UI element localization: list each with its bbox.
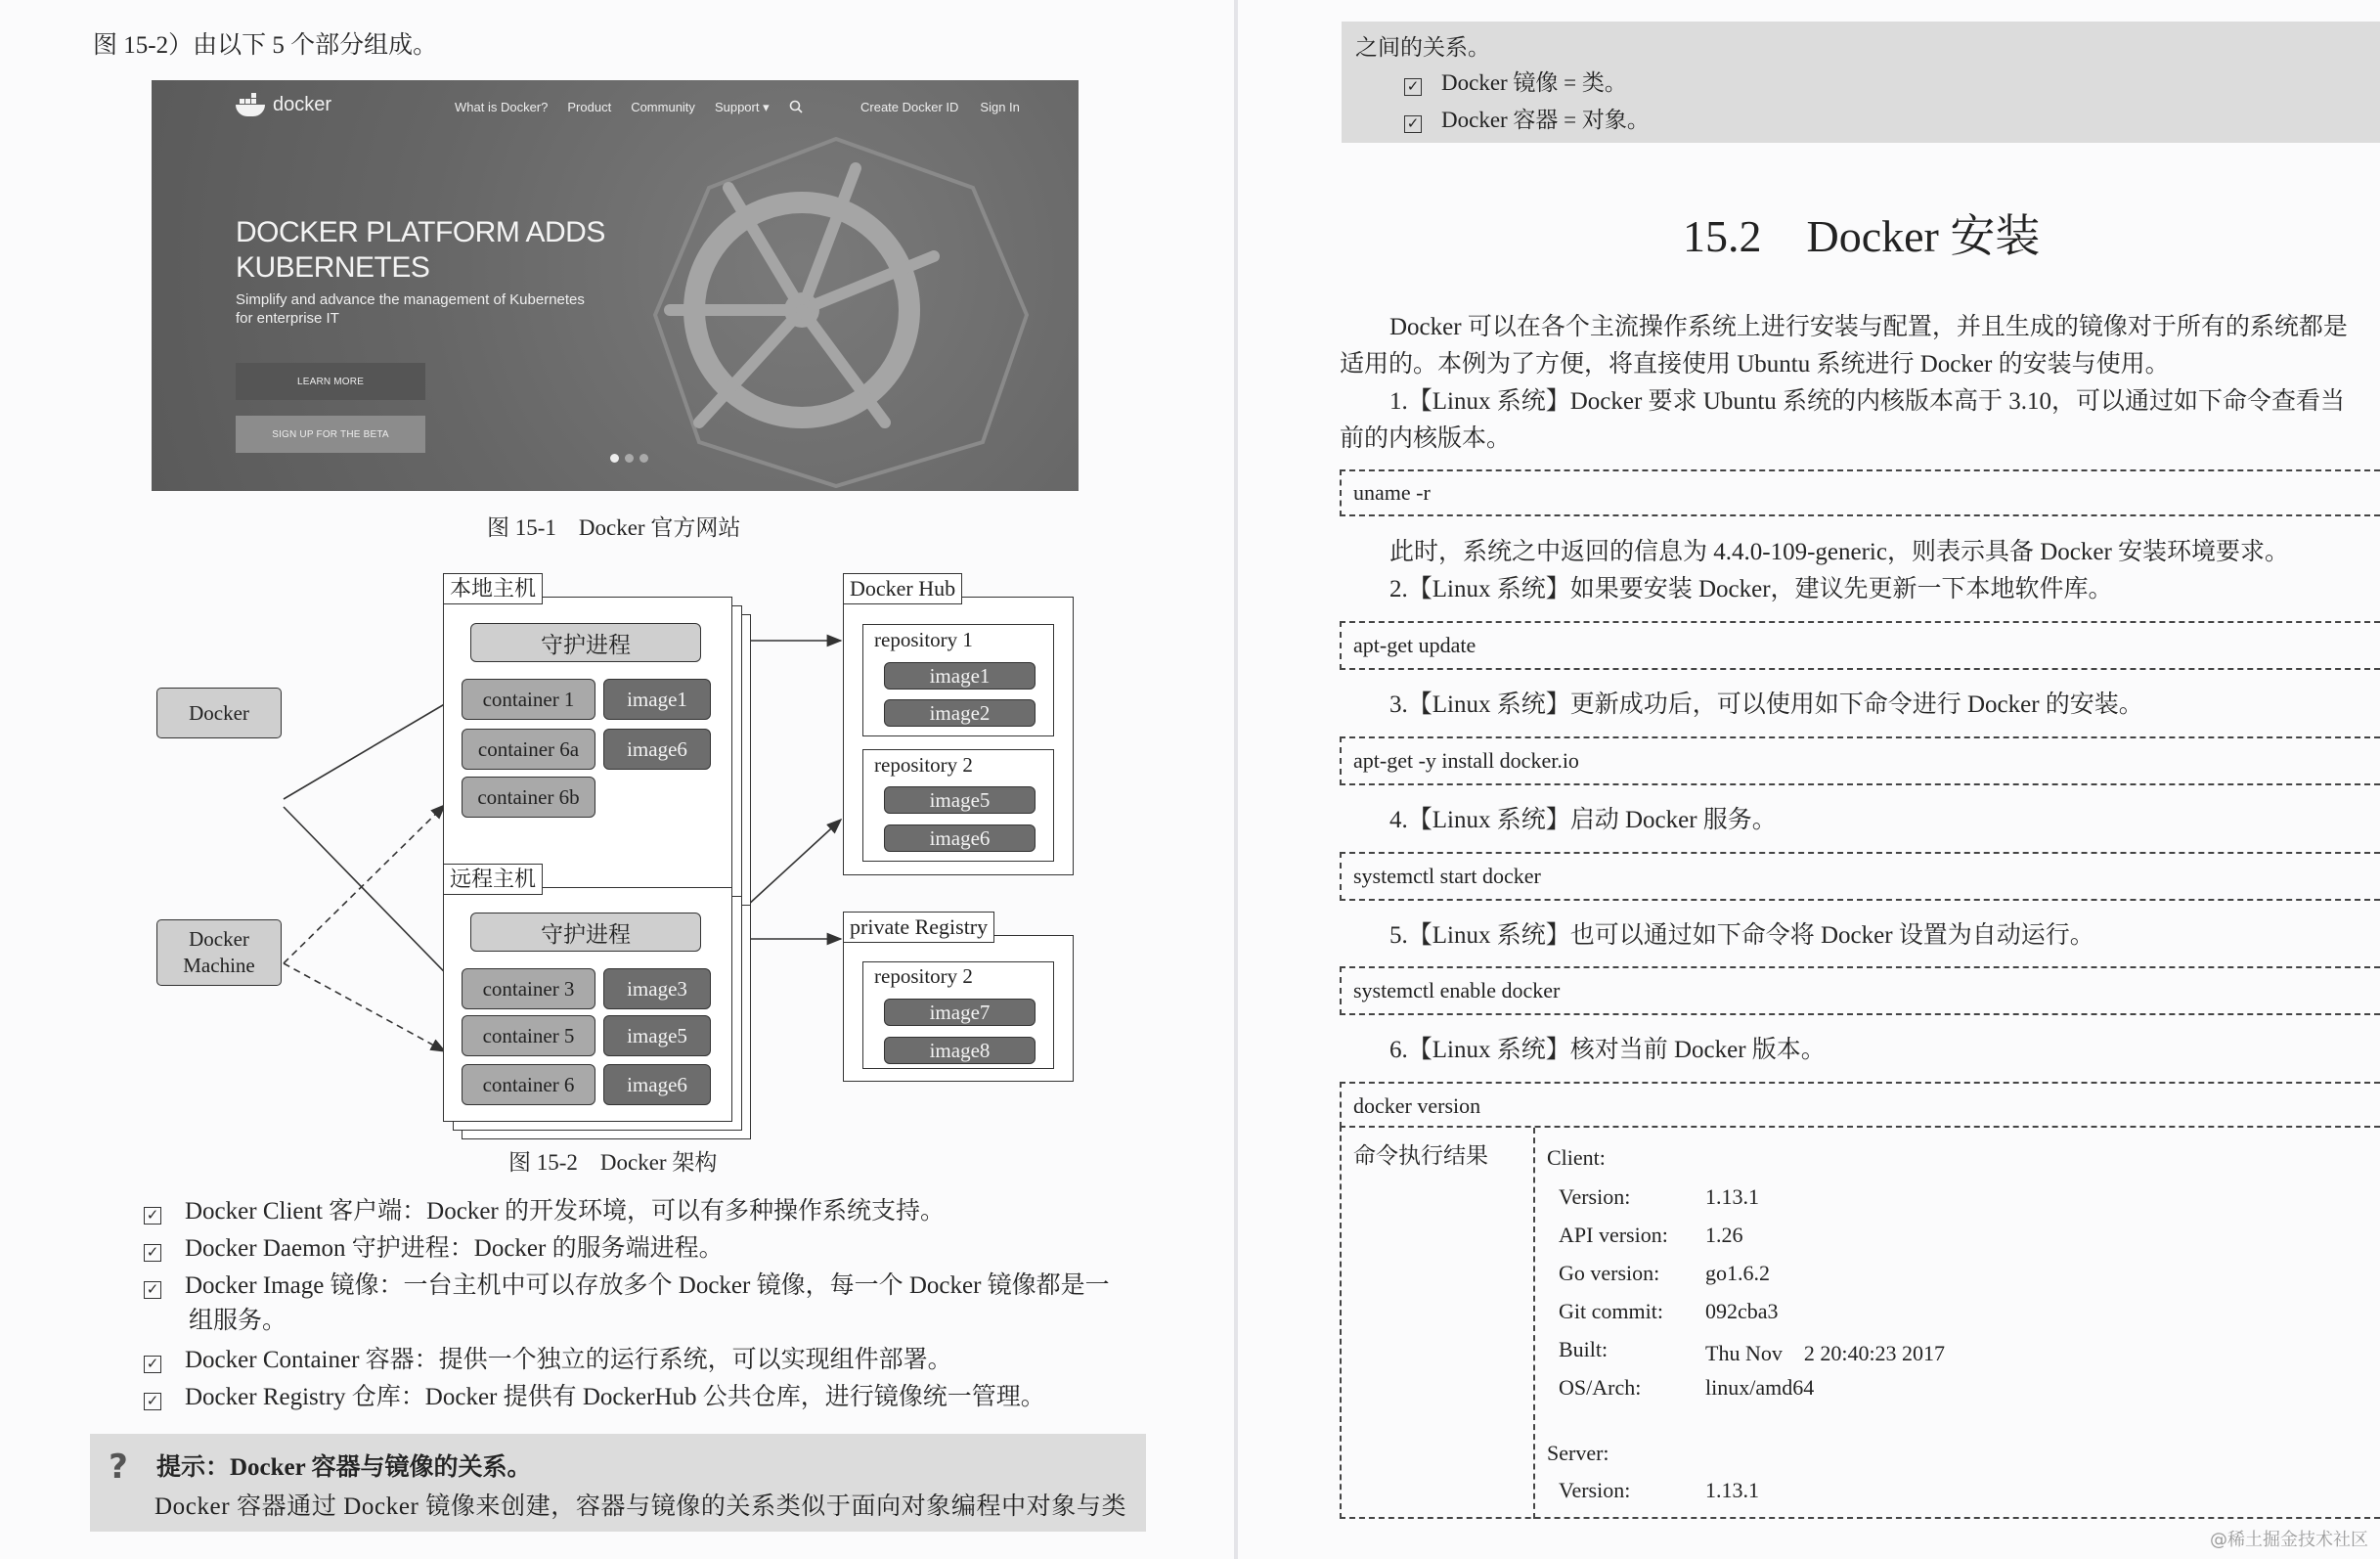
local-daemon: 守护进程 [470, 623, 701, 662]
local-container-1: container 1 [462, 679, 595, 720]
intro-line: 图 15-2）由以下 5 个部分组成。 [93, 32, 438, 59]
client-header: Client: [1547, 1145, 1606, 1170]
learn-more-button[interactable]: LEARN MORE [236, 363, 425, 400]
client-key: Git commit: [1559, 1299, 1663, 1323]
step-5-line: 5.【Linux 系统】也可以通过如下命令将 Docker 设置为自动运行。 [1389, 922, 2094, 949]
checklist-text: Docker Client 客户端：Docker 的开发环境，可以有多种操作系统支持。 [185, 1198, 946, 1225]
registry-repo-2-label: repository 2 [874, 964, 973, 988]
nav-sign-in[interactable]: Sign In [980, 100, 1020, 114]
command-text: systemctl enable docker [1353, 978, 1561, 1002]
hub-image-2: image2 [884, 699, 1036, 727]
sign-up-beta-button[interactable]: SIGN UP FOR THE BETA [236, 416, 425, 453]
command-box-uname [1340, 469, 2380, 516]
command-box-start [1340, 852, 2380, 901]
section-heading: 15.2 Docker 安装 [1683, 211, 2041, 261]
tip-title: 提示：Docker 容器与镜像的关系。 [156, 1454, 532, 1481]
nav-what-is-docker[interactable]: What is Docker? [455, 100, 549, 114]
remote-container-6: container 6 [462, 1064, 595, 1105]
checklist-text: Docker Daemon 守护进程：Docker 的服务端进程。 [185, 1235, 724, 1262]
registry-image-7: image7 [884, 999, 1036, 1026]
tip-item [1404, 65, 1627, 97]
checklist-item [144, 1195, 945, 1228]
local-container-6a: container 6a [462, 729, 595, 770]
checklist-text: Docker Container 容器：提供一个独立的运行系统，可以实现组件部署。 [185, 1347, 952, 1373]
paragraph-line: 适用的。本例为了方便，将直接使用 Ubuntu 系统进行 Docker 的安装与使用。 [1340, 351, 2170, 378]
remote-image-3: image3 [603, 968, 711, 1009]
tip-continued-text: 之间的关系。 [1355, 35, 1490, 60]
client-value: 092cba3 [1705, 1299, 1779, 1323]
tip-box-continued [1342, 22, 2380, 143]
command-text: systemctl start docker [1353, 864, 1541, 888]
client-key: Version: [1559, 1184, 1631, 1209]
tip-body: Docker 容器通过 Docker 镜像来创建，容器与镜像的关系类似于面向对象编程中对象与类 [154, 1493, 1127, 1520]
server-value: 1.13.1 [1705, 1478, 1759, 1502]
command-result-box [1340, 1126, 2380, 1519]
result-label: 命令执行结果 [1353, 1143, 1488, 1168]
checkbox-icon: ✓ [1404, 115, 1422, 133]
client-value: Thu Nov 2 20:40:23 2017 [1705, 1341, 1946, 1365]
checkbox-icon: ✓ [144, 1207, 161, 1225]
remote-host-title: 远程主机 [443, 864, 543, 895]
docker-machine-node: Docker Machine [156, 919, 282, 986]
figure-15-1-caption: 图 15-1 Docker 官方网站 [487, 515, 741, 540]
nav-product[interactable]: Product [567, 100, 612, 114]
client-value: 1.26 [1705, 1223, 1743, 1247]
client-key: Go version: [1559, 1261, 1660, 1285]
checklist-item [144, 1344, 952, 1377]
remote-daemon: 守护进程 [470, 913, 701, 952]
checklist-item [144, 1232, 724, 1266]
registry-image-8: image8 [884, 1037, 1036, 1064]
tip-item-text: Docker 镜像 = 类。 [1441, 70, 1627, 95]
remote-image-5: image5 [603, 1015, 711, 1056]
remote-image-6: image6 [603, 1064, 711, 1105]
headline-line-1: DOCKER PLATFORM ADDS [236, 216, 605, 248]
hub-image-1: image1 [884, 662, 1036, 690]
server-header: Server: [1547, 1441, 1609, 1465]
local-image-6: image6 [603, 729, 711, 770]
hub-repo-1-label: repository 1 [874, 628, 973, 651]
client-value: go1.6.2 [1705, 1261, 1770, 1285]
remote-container-3: container 3 [462, 968, 595, 1009]
result-divider [1533, 1128, 1535, 1519]
checklist-item-continuation: 组服务。 [189, 1308, 287, 1334]
checklist-text: Docker Registry 仓库：Docker 提供有 DockerHub 公共仓库，进行镜像统一管理。 [185, 1384, 1045, 1410]
local-host-title: 本地主机 [443, 573, 543, 604]
docker-client-node: Docker [156, 688, 282, 738]
figure-15-2-caption: 图 15-2 Docker 架构 [508, 1150, 718, 1175]
command-text: uname -r [1353, 480, 1431, 505]
checklist-text: Docker Image 镜像：一台主机中可以存放多个 Docker 镜像，每一个 Docker 镜像都是一 [185, 1272, 1110, 1299]
checkbox-icon: ✓ [144, 1393, 161, 1410]
docker-logo-text: docker [273, 94, 332, 115]
local-image-1: image1 [603, 679, 711, 720]
hub-repo-2-label: repository 2 [874, 753, 973, 777]
hub-image-5: image5 [884, 786, 1036, 814]
client-value: 1.13.1 [1705, 1184, 1759, 1209]
checkbox-icon: ✓ [144, 1244, 161, 1262]
command-box-version [1340, 1082, 2380, 1128]
note-line: 此时，系统之中返回的信息为 4.4.0-109-generic，则表示具备 Docker 安装环境要求。 [1389, 539, 2290, 565]
hub-image-6: image6 [884, 824, 1036, 852]
subtitle-line-1: Simplify and advance the management of Kubernetes [236, 291, 585, 308]
command-box-install [1340, 736, 2380, 785]
tip-box [90, 1434, 1146, 1532]
step-6-line: 6.【Linux 系统】核对当前 Docker 版本。 [1389, 1037, 1826, 1063]
nav-community[interactable]: Community [631, 100, 695, 114]
watermark: @稀土掘金技术社区 [2210, 1530, 2368, 1550]
tip-item-text: Docker 容器 = 对象。 [1441, 108, 1650, 132]
server-key: Version: [1559, 1478, 1631, 1502]
command-box-enable [1340, 966, 2380, 1015]
client-key: Built: [1559, 1337, 1609, 1361]
client-key: OS/Arch: [1559, 1375, 1642, 1400]
checklist-item [144, 1269, 1110, 1303]
checkbox-icon: ✓ [144, 1356, 161, 1373]
command-text: docker version [1353, 1092, 1481, 1118]
private-registry-title: private Registry [843, 912, 994, 943]
client-key: API version: [1559, 1223, 1668, 1247]
step-1-line: 1.【Linux 系统】Docker 要求 Ubuntu 系统的内核版本高于 3.10，可以通过如下命令查看当 [1389, 388, 2346, 415]
docker-hub-title: Docker Hub [843, 573, 962, 604]
checklist-item [144, 1381, 1045, 1414]
right-page [1238, 0, 2380, 1559]
question-mark-icon: ? [109, 1448, 128, 1487]
step-1-line: 前的内核版本。 [1340, 425, 1512, 452]
local-container-6b: container 6b [462, 777, 595, 818]
checkbox-icon: ✓ [144, 1281, 161, 1299]
step-2-line: 2.【Linux 系统】如果要安装 Docker，建议先更新一下本地软件库。 [1389, 576, 2113, 602]
headline-line-2: KUBERNETES [236, 251, 430, 284]
checkbox-icon: ✓ [1404, 78, 1422, 96]
nav-create-docker-id[interactable]: Create Docker ID [860, 100, 959, 114]
remote-container-5: container 5 [462, 1015, 595, 1056]
command-box-apt-update [1340, 621, 2380, 670]
step-3-line: 3.【Linux 系统】更新成功后，可以使用如下命令进行 Docker 的安装。 [1389, 691, 2143, 718]
step-4-line: 4.【Linux 系统】启动 Docker 服务。 [1389, 807, 1777, 833]
paragraph-line: Docker 可以在各个主流操作系统上进行安装与配置，并且生成的镜像对于所有的系统都是 [1389, 314, 2348, 340]
nav-support[interactable]: Support ▾ [714, 100, 770, 114]
subtitle-line-2: for enterprise IT [236, 310, 339, 327]
tip-item [1404, 102, 1650, 134]
command-text: apt-get -y install docker.io [1353, 748, 1579, 773]
client-value: linux/amd64 [1705, 1375, 1815, 1400]
command-text: apt-get update [1353, 633, 1476, 657]
